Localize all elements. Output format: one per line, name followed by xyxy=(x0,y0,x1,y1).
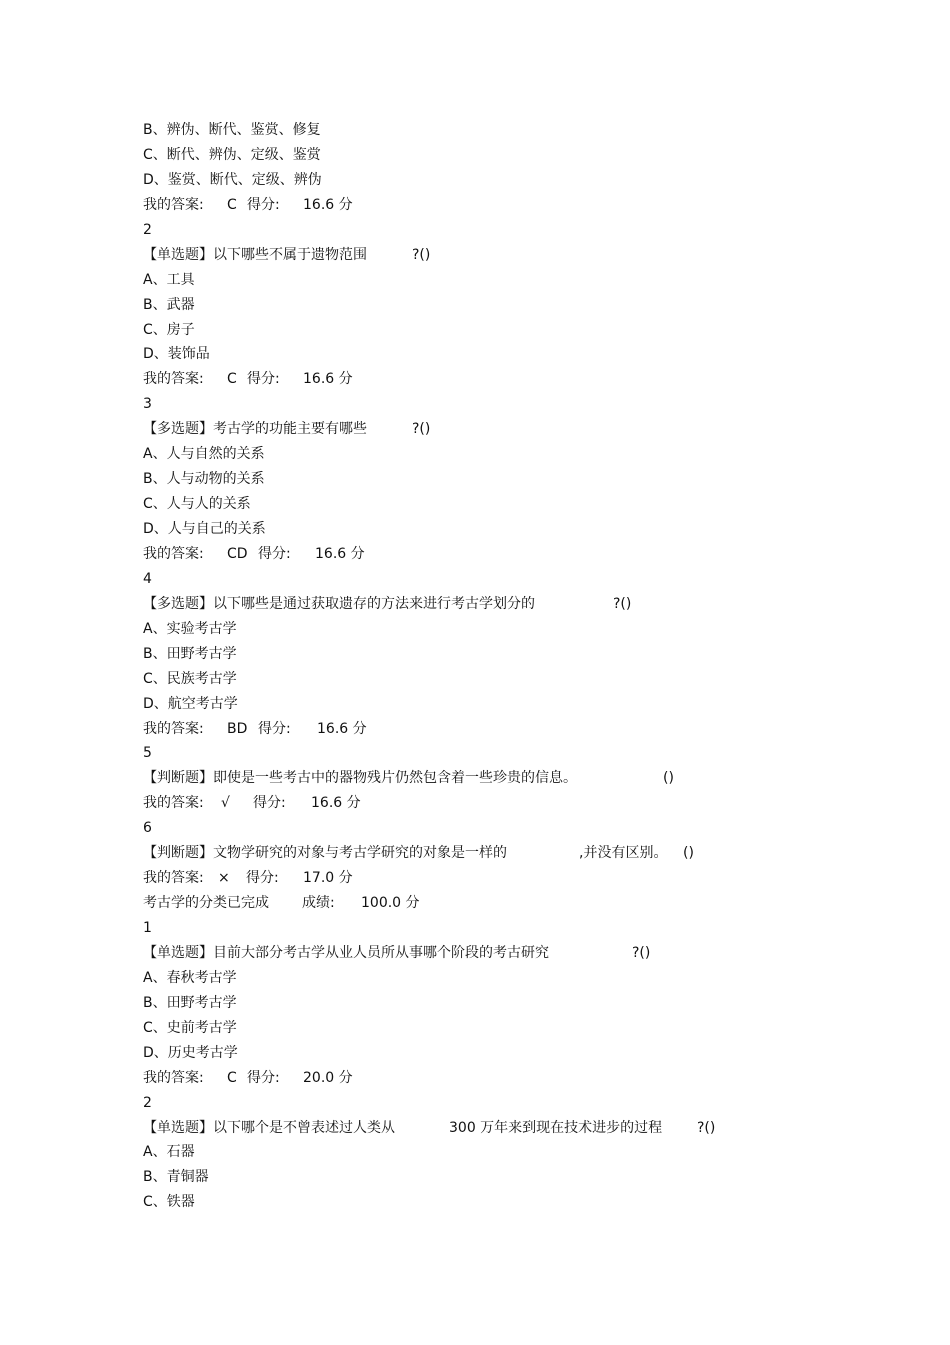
option-line xyxy=(143,143,863,168)
question-text: 【单选题】以下哪个是不曾表述过人类从 xyxy=(143,1119,395,1136)
answer-label: 我的答案: xyxy=(143,720,204,737)
answer-value: √ xyxy=(221,795,230,812)
score-value: 17.0 分 xyxy=(303,870,353,887)
answer-value: C xyxy=(227,196,237,213)
option-line xyxy=(143,642,863,667)
score-label: 得分: xyxy=(258,545,291,562)
text: B、辨伪、断代、鉴赏、修复 xyxy=(143,122,321,138)
question-number xyxy=(143,567,863,592)
text: A、石器 xyxy=(143,1144,195,1161)
question-line xyxy=(143,841,863,866)
question-number xyxy=(143,741,863,766)
option-line xyxy=(143,1041,863,1066)
score-label: 得分: xyxy=(247,1069,280,1086)
text: A、工具 xyxy=(143,271,195,288)
score-value: 16.6 分 xyxy=(303,196,353,213)
question-line xyxy=(143,941,863,966)
text: C、铁器 xyxy=(143,1194,195,1211)
answer-line xyxy=(143,193,863,218)
text: D、历史考古学 xyxy=(143,1044,238,1061)
answer-line xyxy=(143,717,863,742)
text: D、鉴赏、断代、定级、辨伪 xyxy=(143,171,322,188)
text: C、民族考古学 xyxy=(143,670,237,687)
option-line xyxy=(143,1165,863,1190)
option-line xyxy=(143,692,863,717)
option-line xyxy=(143,442,863,467)
answer-value: BD xyxy=(227,720,248,737)
text: A、春秋考古学 xyxy=(143,969,237,986)
text: B、武器 xyxy=(143,296,195,313)
option-line xyxy=(143,293,863,318)
answer-line xyxy=(143,791,863,816)
answer-value: CD xyxy=(227,545,248,562)
question-suffix: ?() xyxy=(697,1119,716,1136)
answer-line xyxy=(143,367,863,392)
answer-value: C xyxy=(227,1069,237,1086)
answer-value: C xyxy=(227,371,237,388)
text: C、断代、辨伪、定级、鉴赏 xyxy=(143,146,321,163)
option-line xyxy=(143,517,863,542)
question-text: 【多选题】以下哪些是通过获取遗存的方法来进行考古学划分的 xyxy=(143,595,535,612)
score-label: 得分: xyxy=(258,720,291,737)
question-line xyxy=(143,766,863,791)
question-number xyxy=(143,1091,863,1116)
question-text-continued: 300 万年来到现在技术进步的过程 xyxy=(449,1119,663,1136)
option-line xyxy=(143,991,863,1016)
question-line xyxy=(143,1116,863,1141)
score-value: 20.0 分 xyxy=(303,1069,353,1086)
question-text: 【判断题】文物学研究的对象与考古学研究的对象是一样的 xyxy=(143,845,507,862)
section-summary xyxy=(143,891,863,916)
answer-value: × xyxy=(218,870,230,887)
text: B、人与动物的关系 xyxy=(143,471,265,488)
score-value: 16.6 分 xyxy=(317,720,367,737)
option-line xyxy=(143,492,863,517)
text: 2 xyxy=(143,1094,152,1111)
answer-label: 我的答案: xyxy=(143,196,204,213)
text: B、青铜器 xyxy=(143,1169,209,1186)
question-suffix: ?() xyxy=(412,246,431,263)
text: B、田野考古学 xyxy=(143,645,237,662)
question-suffix: ?() xyxy=(412,421,431,438)
score-value: 16.6 分 xyxy=(311,795,361,812)
question-suffix: ?() xyxy=(632,944,651,961)
document-page xyxy=(143,118,863,1215)
option-line xyxy=(143,467,863,492)
text: D、人与自己的关系 xyxy=(143,521,266,537)
option-line xyxy=(143,342,863,367)
text: C、房子 xyxy=(143,321,195,338)
option-line xyxy=(143,1190,863,1215)
answer-line xyxy=(143,542,863,567)
score-value: 16.6 分 xyxy=(303,371,353,388)
question-suffix: () xyxy=(663,770,674,787)
score-label: 得分: xyxy=(247,196,280,213)
question-number xyxy=(143,916,863,941)
text: C、人与人的关系 xyxy=(143,496,251,513)
answer-label: 我的答案: xyxy=(143,870,204,887)
score-label: 得分: xyxy=(246,870,279,887)
question-number xyxy=(143,218,863,243)
question-text: 【判断题】即使是一些考古中的器物残片仍然包含着一些珍贵的信息。 xyxy=(143,770,577,787)
option-line xyxy=(143,1016,863,1041)
score-label: 得分: xyxy=(253,795,286,812)
option-line xyxy=(143,617,863,642)
answer-label: 我的答案: xyxy=(143,1069,204,1086)
option-line xyxy=(143,1140,863,1165)
option-line xyxy=(143,118,863,143)
text: A、人与自然的关系 xyxy=(143,446,265,463)
answer-line xyxy=(143,1066,863,1091)
text: C、史前考古学 xyxy=(143,1019,237,1036)
question-number xyxy=(143,816,863,841)
question-text: 【单选题】以下哪些不属于遗物范围 xyxy=(143,246,367,263)
section-title: 考古学的分类已完成 xyxy=(143,895,269,912)
question-suffix: ?() xyxy=(613,595,632,612)
text: 5 xyxy=(143,745,152,762)
option-line xyxy=(143,168,863,193)
text: 2 xyxy=(143,221,152,238)
question-line xyxy=(143,592,863,617)
text: 1 xyxy=(143,920,152,936)
question-suffix: () xyxy=(683,845,694,862)
text: D、装饰品 xyxy=(143,346,210,363)
question-line xyxy=(143,417,863,442)
answer-line xyxy=(143,866,863,891)
question-suffix: ,并没有区别。 xyxy=(579,845,668,862)
text: A、实验考古学 xyxy=(143,620,237,637)
option-line xyxy=(143,268,863,293)
score-value: 16.6 分 xyxy=(315,545,365,562)
text: 4 xyxy=(143,570,152,587)
answer-label: 我的答案: xyxy=(143,795,204,812)
answer-label: 我的答案: xyxy=(143,545,204,562)
question-line xyxy=(143,243,863,268)
question-number xyxy=(143,392,863,417)
grade-value: 100.0 分 xyxy=(361,895,420,912)
grade-label: 成绩: xyxy=(302,895,335,912)
question-text: 【单选题】目前大部分考古学从业人员所从事哪个阶段的考古研究 xyxy=(143,944,549,961)
question-text: 【多选题】考古学的功能主要有哪些 xyxy=(143,421,367,438)
score-label: 得分: xyxy=(247,371,280,388)
text: 3 xyxy=(143,396,152,413)
option-line xyxy=(143,318,863,343)
text: 6 xyxy=(143,820,152,837)
option-line xyxy=(143,966,863,991)
text: B、田野考古学 xyxy=(143,994,237,1011)
option-line xyxy=(143,667,863,692)
answer-label: 我的答案: xyxy=(143,371,204,388)
text: D、航空考古学 xyxy=(143,695,238,712)
